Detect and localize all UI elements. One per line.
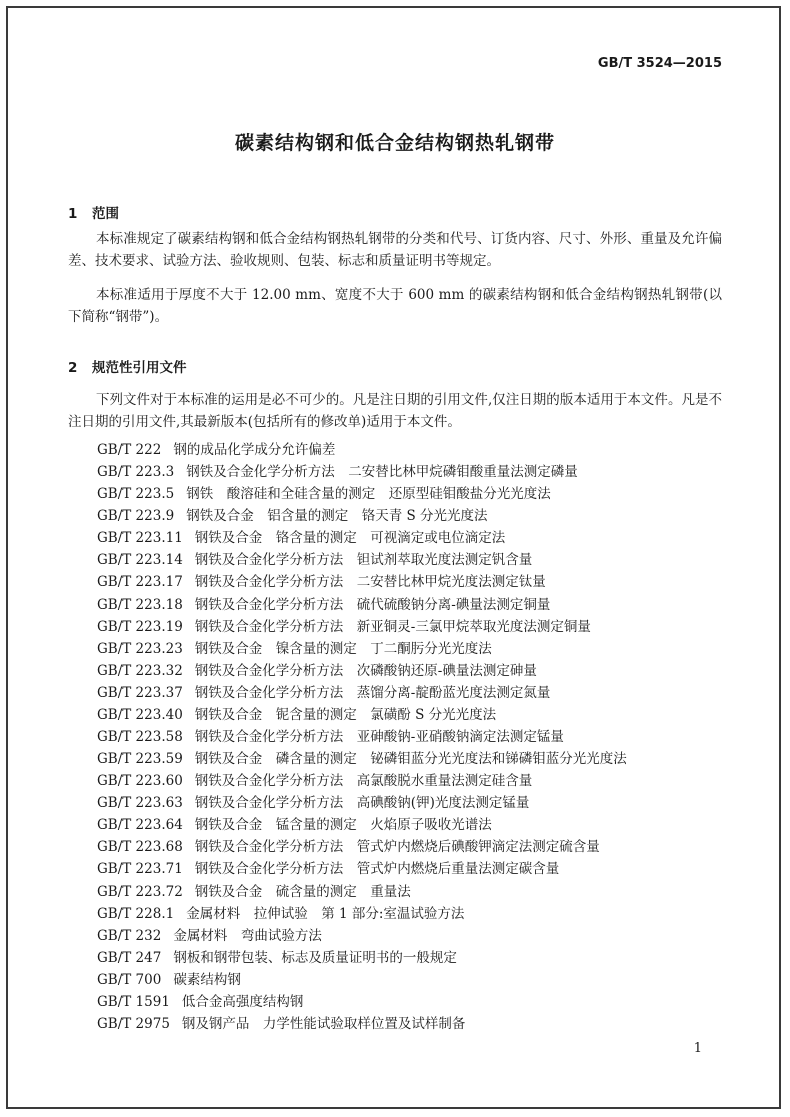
section-heading-scope <box>68 202 119 222</box>
reference-title: 钢板和钢带包装、标志及质量证明书的一般规定 <box>173 949 457 966</box>
section-number: 2 <box>68 360 78 376</box>
reference-item <box>97 571 627 593</box>
reference-item <box>97 439 627 461</box>
reference-item <box>97 594 627 616</box>
reference-code: GB/T 223.9 <box>97 508 175 525</box>
reference-title: 钢铁及合金化学分析方法 高碘酸钠(钾)光度法测定锰量 <box>194 795 530 812</box>
reference-title: 金属材料 弯曲试验方法 <box>173 927 322 944</box>
reference-title: 钢铁及合金化学分析方法 二安替比林甲烷磷钼酸重量法测定磷量 <box>186 464 578 481</box>
reference-title: 钢铁及合金 镍含量的测定 丁二酮肟分光光度法 <box>194 640 492 657</box>
reference-code: GB/T 223.37 <box>97 684 183 701</box>
reference-code: GB/T 223.63 <box>97 795 183 812</box>
reference-item <box>97 903 627 925</box>
reference-code: GB/T 223.23 <box>97 640 183 657</box>
section-title: 范围 <box>92 206 119 222</box>
reference-item <box>97 925 627 947</box>
reference-code: GB/T 223.19 <box>97 618 183 635</box>
reference-title: 碳素结构钢 <box>173 971 241 988</box>
scope-paragraph-2: 本标准适用于厚度不大于 12.00 mm、宽度不大于 600 mm 的碳素结构钢和低合金结构钢热轧钢带(以下简称“钢带”)。 <box>68 287 722 325</box>
reference-item <box>97 726 627 748</box>
reference-code: GB/T 2975 <box>97 1016 170 1033</box>
reference-item <box>97 947 627 969</box>
reference-title: 钢铁及合金化学分析方法 硫代硫酸钠分离-碘量法测定铜量 <box>194 596 551 613</box>
reference-code: GB/T 247 <box>97 949 162 966</box>
reference-code: GB/T 223.64 <box>97 817 183 834</box>
reference-title: 钢铁及合金化学分析方法 亚砷酸钠-亚硝酸钠滴定法测定锰量 <box>194 729 564 746</box>
reference-code: GB/T 232 <box>97 927 162 944</box>
reference-code: GB/T 223.5 <box>97 486 175 503</box>
reference-title: 钢铁及合金 铬含量的测定 可视滴定或电位滴定法 <box>194 530 506 547</box>
scope-paragraph-1: 本标准规定了碳素结构钢和低合金结构钢热轧钢带的分类和代号、订货内容、尺寸、外形、重量及允许偏差、技术要求、试验方法、验收规则、包装、标志和质量证明书等规定。 <box>68 231 722 269</box>
reference-code: GB/T 228.1 <box>97 905 175 922</box>
reference-code: GB/T 1591 <box>97 993 170 1010</box>
reference-item <box>97 1013 627 1035</box>
reference-title: 钢铁及合金化学分析方法 蒸馏分离-靛酚蓝光度法测定氮量 <box>194 684 551 701</box>
reference-title: 钢铁及合金 硫含量的测定 重量法 <box>194 883 411 900</box>
reference-item <box>97 527 627 549</box>
reference-code: GB/T 223.32 <box>97 662 183 679</box>
reference-item <box>97 704 627 726</box>
reference-item <box>97 770 627 792</box>
reference-title: 钢及钢产品 力学性能试验取样位置及试样制备 <box>181 1016 466 1033</box>
reference-code: GB/T 223.58 <box>97 729 183 746</box>
reference-title: 钢铁 酸溶硅和全硅含量的测定 还原型硅钼酸盐分光光度法 <box>186 486 551 503</box>
reference-code: GB/T 223.11 <box>97 530 183 547</box>
reference-item <box>97 549 627 571</box>
page-number: 1 <box>693 1041 702 1056</box>
reference-code: GB/T 223.59 <box>97 751 183 768</box>
reference-title: 钢铁及合金 铌含量的测定 氯磺酚 S 分光光度法 <box>194 706 497 723</box>
section-heading-normative-references <box>68 356 187 376</box>
reference-title: 钢铁及合金化学分析方法 管式炉内燃烧后重量法测定碳含量 <box>194 861 560 878</box>
reference-item <box>97 792 627 814</box>
reference-item <box>97 505 627 527</box>
reference-title: 金属材料 拉伸试验 第 1 部分:室温试验方法 <box>186 905 465 922</box>
reference-code: GB/T 223.71 <box>97 861 183 878</box>
reference-item <box>97 814 627 836</box>
reference-code: GB/T 222 <box>97 442 162 458</box>
reference-item <box>97 638 627 660</box>
reference-list <box>97 439 627 1035</box>
reference-title: 钢铁及合金化学分析方法 二安替比林甲烷光度法测定钛量 <box>194 574 546 591</box>
document-title: 碳素结构钢和低合金结构钢热轧钢带 <box>234 132 555 154</box>
reference-title: 钢铁及合金 锰含量的测定 火焰原子吸收光谱法 <box>194 817 492 834</box>
reference-item <box>97 881 627 903</box>
reference-code: GB/T 223.60 <box>97 773 183 790</box>
reference-item <box>97 483 627 505</box>
reference-code: GB/T 223.18 <box>97 596 183 613</box>
reference-code: GB/T 223.40 <box>97 706 183 723</box>
section-title: 规范性引用文件 <box>92 360 187 376</box>
reference-item <box>97 616 627 638</box>
reference-title: 钢铁及合金化学分析方法 新亚铜灵-三氯甲烷萃取光度法测定铜量 <box>194 618 591 635</box>
reference-title: 低合金高强度结构钢 <box>181 993 304 1010</box>
reference-code: GB/T 700 <box>97 971 162 988</box>
reference-title: 钢铁及合金 磷含量的测定 铋磷钼蓝分光光度法和锑磷钼蓝分光光度法 <box>194 751 627 768</box>
reference-title: 钢铁及合金化学分析方法 钽试剂萃取光度法测定钒含量 <box>194 552 533 569</box>
reference-title: 钢铁及合金化学分析方法 次磷酸钠还原-碘量法测定砷量 <box>194 662 537 679</box>
reference-item <box>97 748 627 770</box>
reference-code: GB/T 223.14 <box>97 552 183 569</box>
reference-title: 钢铁及合金化学分析方法 高氯酸脱水重量法测定硅含量 <box>194 773 533 790</box>
reference-item <box>97 682 627 704</box>
references-intro-paragraph: 下列文件对于本标准的运用是必不可少的。凡是注日期的引用文件,仅注日期的版本适用于本文件。凡是不注日期的引用文件,其最新版本(包括所有的修改单)适用于本文件。 <box>68 392 722 430</box>
section-number: 1 <box>68 206 78 222</box>
reference-item <box>97 991 627 1013</box>
reference-code: GB/T 223.3 <box>97 464 175 481</box>
reference-item <box>97 836 627 858</box>
document-code: GB/T 3524—2015 <box>597 56 722 71</box>
reference-item <box>97 660 627 682</box>
reference-item <box>97 461 627 483</box>
reference-item <box>97 858 627 880</box>
reference-code: GB/T 223.17 <box>97 574 183 591</box>
reference-item <box>97 969 627 991</box>
reference-title: 钢铁及合金 铝含量的测定 铬天青 S 分光光度法 <box>186 508 488 525</box>
reference-title: 钢铁及合金化学分析方法 管式炉内燃烧后碘酸钾滴定法测定硫含量 <box>194 839 600 856</box>
reference-code: GB/T 223.68 <box>97 839 183 856</box>
reference-title: 钢的成品化学成分允许偏差 <box>173 442 336 458</box>
reference-code: GB/T 223.72 <box>97 883 183 900</box>
